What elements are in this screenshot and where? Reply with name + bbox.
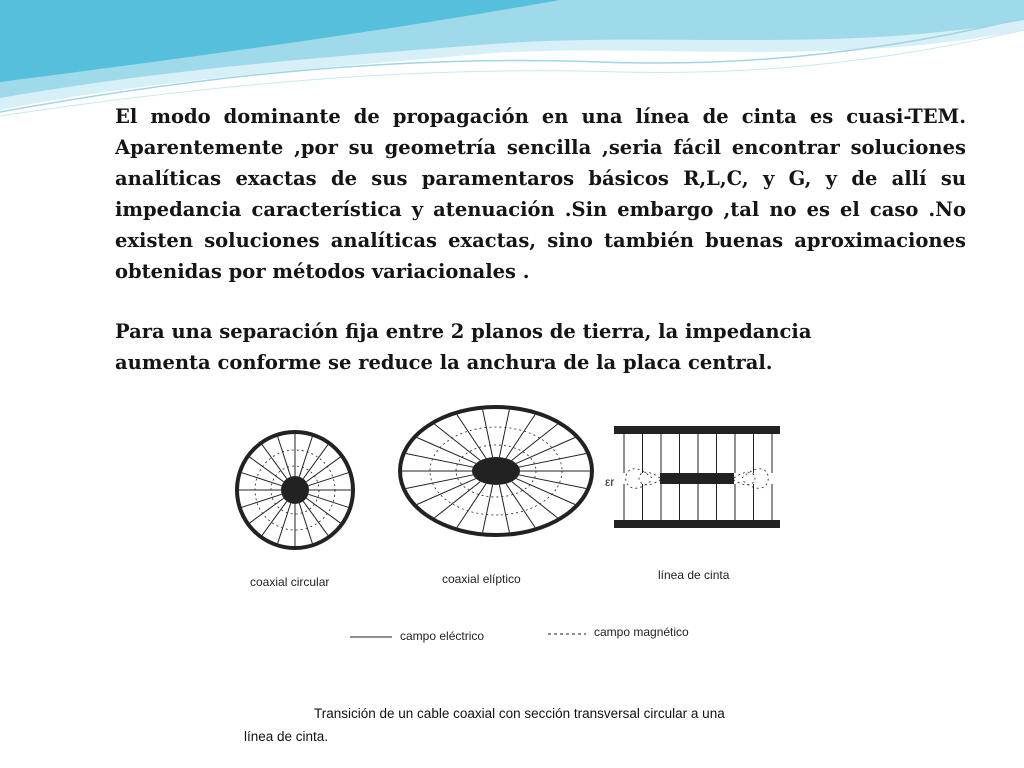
epsilon-r-label: εr [605, 475, 615, 489]
field-line [406, 475, 473, 489]
field-line [406, 454, 473, 468]
paragraph-impedance-line-2: aumenta conforme se reduce la anchura de la placa central. [115, 351, 773, 374]
figure-caption-line-2: línea de cinta. [244, 729, 329, 744]
paragraph-impedance [115, 316, 966, 378]
field-line [242, 473, 282, 486]
label-linea-de-cinta: línea de cinta [658, 568, 730, 582]
field-line [303, 501, 328, 535]
field-line [483, 485, 493, 533]
field-line [308, 473, 348, 486]
field-line [278, 437, 291, 477]
field-line [278, 503, 291, 543]
circular-coax-diagram [237, 432, 353, 548]
field-line [506, 484, 535, 528]
field-line [250, 498, 284, 523]
field-line [242, 494, 282, 507]
elliptic-coax-diagram [400, 407, 592, 535]
field-line [303, 445, 328, 479]
label-coaxial-circular: coaxial circular [250, 575, 330, 589]
label-coaxial-eliptico: coaxial elíptico [442, 572, 521, 586]
legend-electric-field: campo eléctrico [400, 629, 485, 643]
legend-magnetic-field: campo magnético [594, 625, 689, 639]
field-line [250, 457, 284, 482]
field-line [483, 410, 493, 458]
field-line [262, 501, 287, 535]
paragraph-propagation-mode: El modo dominante de propagación en una línea de cinta es cuasi-TEM. Aparentemente ,por su geometría sencilla ,seria fácil encontrar soluciones analíticas exactas de sus paramentaros básicos R,L,C, y G, y de allí su impedancia característica y atenuación .Sin embargo ,tal no es el caso .No existen soluciones analíticas exactas, sino también buenas aproximaciones obtenidas por métodos variacionales . [115, 105, 966, 283]
field-line [457, 484, 486, 528]
field-line [506, 415, 535, 459]
field-line [519, 454, 586, 468]
figure-coax-to-stripline [222, 398, 808, 748]
field-line [519, 475, 586, 489]
field-line [306, 498, 340, 523]
paragraph-impedance-line-1: Para una separación fija entre 2 planos de tierra, la impedancia [115, 320, 812, 343]
field-line [299, 437, 312, 477]
figure-caption-line-1: Transición de un cable coaxial con sección transversal circular a una [314, 706, 725, 721]
field-line [299, 503, 312, 543]
stripline-diagram [614, 426, 780, 528]
field-line [308, 494, 348, 507]
field-line [262, 445, 287, 479]
field-line [499, 485, 509, 533]
field-line [499, 410, 509, 458]
field-line [457, 415, 486, 459]
field-line [306, 457, 340, 482]
